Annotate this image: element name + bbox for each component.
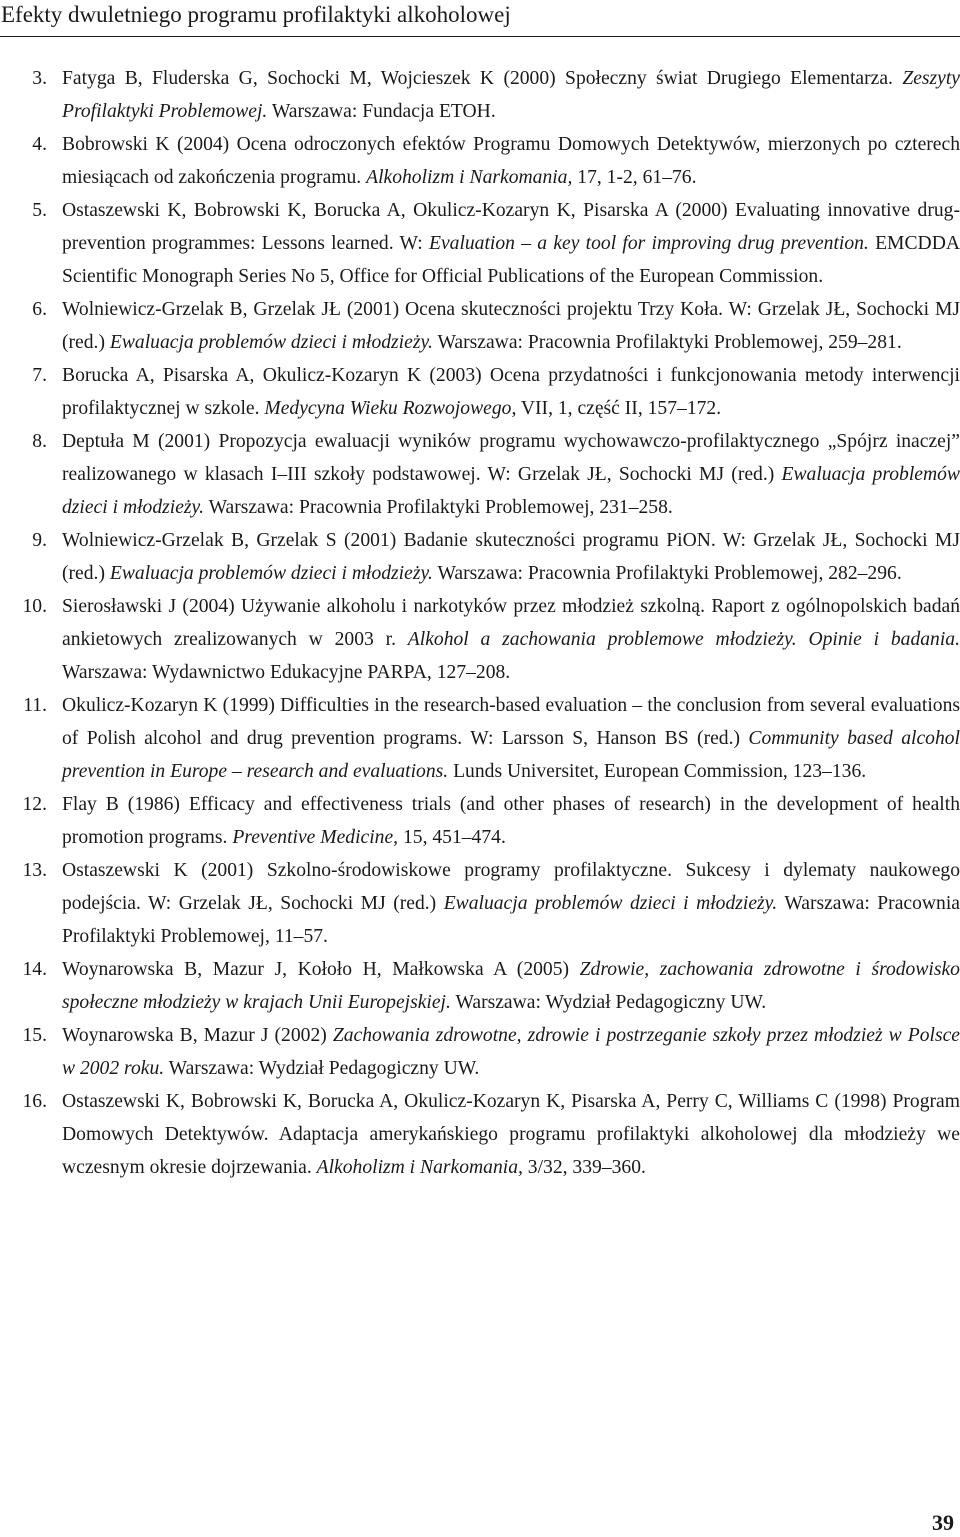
reference-text xyxy=(62,695,960,782)
reference-segment: Deptuła M (2001) Propozycja ewaluacji wyników programu wychowawczo-profilaktycznego „Spójrz inaczej” realizowanego w klasach I–III szkoły podstawowej. W: Grzelak JŁ, Sochocki MJ (red.) xyxy=(62,431,960,485)
reference-number: 16. xyxy=(22,1091,47,1112)
reference-text xyxy=(62,1091,960,1178)
reference-item xyxy=(0,788,960,854)
reference-item xyxy=(0,1019,960,1085)
reference-segment: Wolniewicz-Grzelak B, Grzelak S (2001) Badanie skuteczności programu PiON. W: Grzelak JŁ, Sochocki MJ (red.) xyxy=(62,530,960,584)
reference-text xyxy=(62,530,960,584)
reference-item xyxy=(0,953,960,1019)
reference-text xyxy=(62,431,960,518)
reference-segment: Ostaszewski K, Bobrowski K, Borucka A, Okulicz-Kozaryn K, Pisarska A, Perry C, Williams C (1998) Program Domowych Detektywów. Adaptacja amerykańskiego programu profilaktyki alkoholowej dla młodzieży we wczesnym okresie dojrzewania. xyxy=(62,1091,960,1178)
reference-segment: Woynarowska B, Mazur J (2002) xyxy=(62,1025,333,1046)
reference-segment: Ostaszewski K (2001) Szkolno-środowiskowe programy profilaktyczne. Sukcesy i dylematy naukowego podejścia. W: Grzelak JŁ, Sochocki MJ (red.) xyxy=(62,860,960,914)
reference-segment: Warszawa: Wydział Pedagogiczny UW. xyxy=(164,1058,480,1079)
reference-number: 4. xyxy=(32,134,47,155)
reference-item xyxy=(0,359,960,425)
reference-text xyxy=(62,200,960,287)
reference-segment: , VII, 1, część II, 157–172. xyxy=(511,398,722,419)
reference-item xyxy=(0,62,960,128)
reference-source-title: Ewaluacja problemów dzieci i młodzieży. xyxy=(109,332,433,353)
reference-segment: Warszawa: Wydział Pedagogiczny UW. xyxy=(450,992,767,1013)
reference-segment: 17, 1-2, 61–76. xyxy=(572,167,697,188)
reference-segment: Sierosławski J (2004) Używanie alkoholu i narkotyków przez młodzież szkolną. Raport z ogólnopolskich badań ankietowych zrealizowanych w 2003 r. xyxy=(62,596,960,650)
reference-text xyxy=(62,1025,960,1079)
header-rule xyxy=(0,36,960,37)
reference-source-title: Evaluation – a key tool for improving drug prevention. xyxy=(428,233,869,254)
reference-number: 7. xyxy=(32,365,47,386)
reference-text xyxy=(62,794,960,848)
reference-source-title: Ewaluacja problemów dzieci i młodzieży. xyxy=(443,893,778,914)
reference-source-title: Ewaluacja problemów dzieci i młodzieży. xyxy=(109,563,433,584)
page-number: 39 xyxy=(932,1510,954,1535)
reference-segment: Fatyga B, Fluderska G, Sochocki M, Wojcieszek K (2000) Społeczny świat Drugiego Elementarza. xyxy=(62,68,903,89)
reference-source-title: Ewaluacja problemów dzieci i młodzieży. xyxy=(62,464,960,518)
reference-number: 14. xyxy=(22,959,47,980)
reference-number: 15. xyxy=(22,1025,47,1046)
reference-segment: Borucka A, Pisarska A, Okulicz-Kozaryn K (2003) Ocena przydatności i funkcjonowania metody interwencji profilaktycznej w szkole. xyxy=(62,365,960,419)
reference-number: 12. xyxy=(22,794,47,815)
reference-segment: Warszawa: Pracownia Profilaktyki Problemowej, 11–57. xyxy=(62,893,960,947)
reference-segment: Bobrowski K (2004) Ocena odroczonych efektów Programu Domowych Detektywów, mierzonych po czterech miesiącach od zakończenia programu. xyxy=(62,134,960,188)
reference-item xyxy=(0,128,960,194)
running-header-title: Efekty dwuletniego programu profilaktyki alkoholowej xyxy=(1,2,511,27)
reference-number: 11. xyxy=(23,695,47,716)
reference-source-title: Preventive Medicine, xyxy=(232,827,399,848)
reference-segment: Wolniewicz-Grzelak B, Grzelak JŁ (2001) Ocena skuteczności projektu Trzy Koła. W: Grzelak JŁ, Sochocki MJ (red.) xyxy=(62,299,960,353)
reference-item xyxy=(0,854,960,953)
reference-item xyxy=(0,590,960,689)
reference-source-title: Alkoholizm i Narkomania, xyxy=(366,167,573,188)
reference-number: 13. xyxy=(22,860,47,881)
reference-segment: Lunds Universitet, European Commission, 123–136. xyxy=(448,761,867,782)
reference-segment: Flay B (1986) Efficacy and effectiveness trials (and other phases of research) in the development of health promotion programs. xyxy=(62,794,960,848)
reference-text xyxy=(62,860,960,947)
reference-text xyxy=(62,596,960,683)
reference-item xyxy=(0,689,960,788)
reference-text xyxy=(62,68,960,122)
reference-item xyxy=(0,194,960,293)
reference-number: 5. xyxy=(32,200,47,221)
reference-text xyxy=(62,134,960,188)
reference-number: 10. xyxy=(22,596,47,617)
running-header xyxy=(0,0,960,37)
reference-source-title: Zdrowie, zachowania zdrowotne i środowisko społeczne młodzieży w krajach Unii Europejskiej. xyxy=(62,959,960,1013)
reference-segment: Warszawa: Pracownia Profilaktyki Problemowej, 282–296. xyxy=(432,563,902,584)
reference-source-title: Medycyna Wieku Rozwojowego xyxy=(264,398,512,419)
reference-number: 6. xyxy=(32,299,47,320)
reference-item xyxy=(0,425,960,524)
reference-item xyxy=(0,1085,960,1184)
reference-segment: Warszawa: Pracownia Profilaktyki Problemowej, 259–281. xyxy=(432,332,902,353)
reference-segment: Okulicz-Kozaryn K (1999) Difficulties in the research-based evaluation – the conclusion from several evaluations of Polish alcohol and drug prevention programs. W: Larsson S, Hanson BS (red.) xyxy=(62,695,960,749)
reference-item xyxy=(0,524,960,590)
reference-segment: Warszawa: Wydawnictwo Edukacyjne PARPA, 127–208. xyxy=(62,662,511,683)
reference-number: 3. xyxy=(32,68,47,89)
reference-text xyxy=(62,365,960,419)
reference-list xyxy=(0,62,960,1184)
reference-segment: Woynarowska B, Mazur J, Kołoło H, Małkowska A (2005) xyxy=(62,959,580,980)
reference-source-title: Community based alcohol prevention in Europe – research and evaluations. xyxy=(62,728,960,782)
reference-source-title: Alkohol a zachowania problemowe młodzieży. Opinie i badania. xyxy=(407,629,960,650)
reference-segment: Warszawa: Pracownia Profilaktyki Problemowej, 231–258. xyxy=(204,497,673,518)
reference-segment: EMCDDA Scientific Monograph Series No 5, Office for Official Publications of the European Commission. xyxy=(62,233,960,287)
reference-segment: 15, 451–474. xyxy=(398,827,506,848)
reference-item xyxy=(0,293,960,359)
reference-text xyxy=(62,299,960,353)
reference-segment: Warszawa: Fundacja ETOH. xyxy=(267,101,496,122)
reference-number: 8. xyxy=(32,431,47,452)
reference-segment: 3/32, 339–360. xyxy=(522,1157,646,1178)
reference-text xyxy=(62,959,960,1013)
reference-source-title: Alkoholizm i Narkomania, xyxy=(316,1157,523,1178)
reference-source-title: Zeszyty Profilaktyki Problemowej. xyxy=(62,68,960,122)
reference-source-title: Zachowania zdrowotne, zdrowie i postrzeganie szkoły przez młodzież w Polsce w 2002 roku. xyxy=(62,1025,960,1079)
reference-segment: Ostaszewski K, Bobrowski K, Borucka A, Okulicz-Kozaryn K, Pisarska A (2000) Evaluating innovative drug-prevention programmes: Lessons learned. W: xyxy=(62,200,960,254)
reference-number: 9. xyxy=(32,530,47,551)
